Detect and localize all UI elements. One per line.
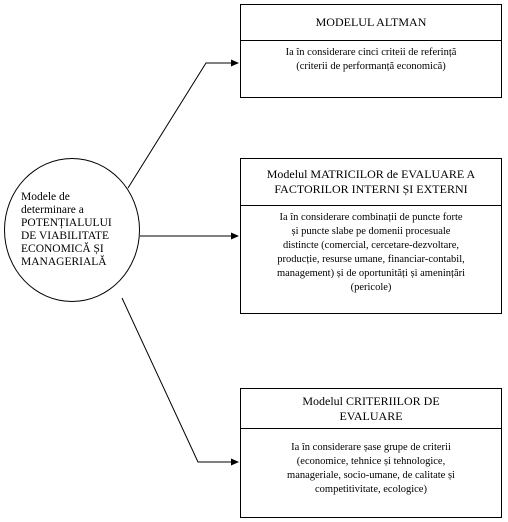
title-line: FACTORILOR INTERNI ȘI EXTERNI xyxy=(274,182,468,196)
central-concept-line: determinare a xyxy=(21,204,84,216)
arrow-to-criterii xyxy=(122,298,238,462)
description-line: Ia în considerare cinci criteii de referință xyxy=(285,47,457,58)
title-line: Modelul CRITERIILOR DE xyxy=(302,393,440,408)
description-line: și puncte slabe pe domenii procesuale xyxy=(291,226,451,237)
description-line: management) și de oportunități și amenințări xyxy=(276,268,466,279)
model-altman-box xyxy=(240,4,502,98)
description-line: manageriale, socio-umane, de calitate și xyxy=(287,470,455,481)
description-line: distincte (comercial, cercetare-dezvoltare, xyxy=(282,240,460,251)
central-concept-line: DE VIABILITATE xyxy=(21,230,109,242)
description-line: Ia în considerare combinații de puncte forte xyxy=(279,212,463,223)
central-concept-line: ECONOMICĂ ȘI xyxy=(21,243,104,255)
arrow-to-altman xyxy=(128,63,238,188)
description-line: (economice, tehnice și tehnologice, xyxy=(296,456,446,467)
title-line: MODELUL ALTMAN xyxy=(315,15,427,29)
model-matrici-description xyxy=(241,206,501,295)
model-matrici-box xyxy=(240,158,502,314)
description-line: Ia în considerare șase grupe de criterii xyxy=(291,442,451,453)
model-altman-description xyxy=(241,41,501,74)
description-line: producție, resurse umane, financiar-contabil, xyxy=(277,254,465,265)
title-line: EVALUARE xyxy=(339,408,403,423)
model-criterii-description xyxy=(241,429,501,497)
central-concept-label xyxy=(5,191,139,269)
central-concept-line: MANAGERIALĂ xyxy=(21,256,107,268)
model-criterii-box xyxy=(240,388,502,518)
description-line: (pericole) xyxy=(350,282,392,293)
model-matrici-title xyxy=(241,159,501,206)
central-concept-line: Modele de xyxy=(21,191,70,203)
central-concept-oval xyxy=(4,158,140,302)
description-line: competitivitate, ecologice) xyxy=(315,484,427,495)
model-criterii-title xyxy=(241,389,501,429)
title-line: Modelul MATRICILOR de EVALUARE A xyxy=(266,167,476,181)
description-line: (criterii de performanță economică) xyxy=(296,61,446,72)
central-concept-line: POTENȚIALULUI xyxy=(21,217,112,229)
model-altman-title xyxy=(241,5,501,41)
